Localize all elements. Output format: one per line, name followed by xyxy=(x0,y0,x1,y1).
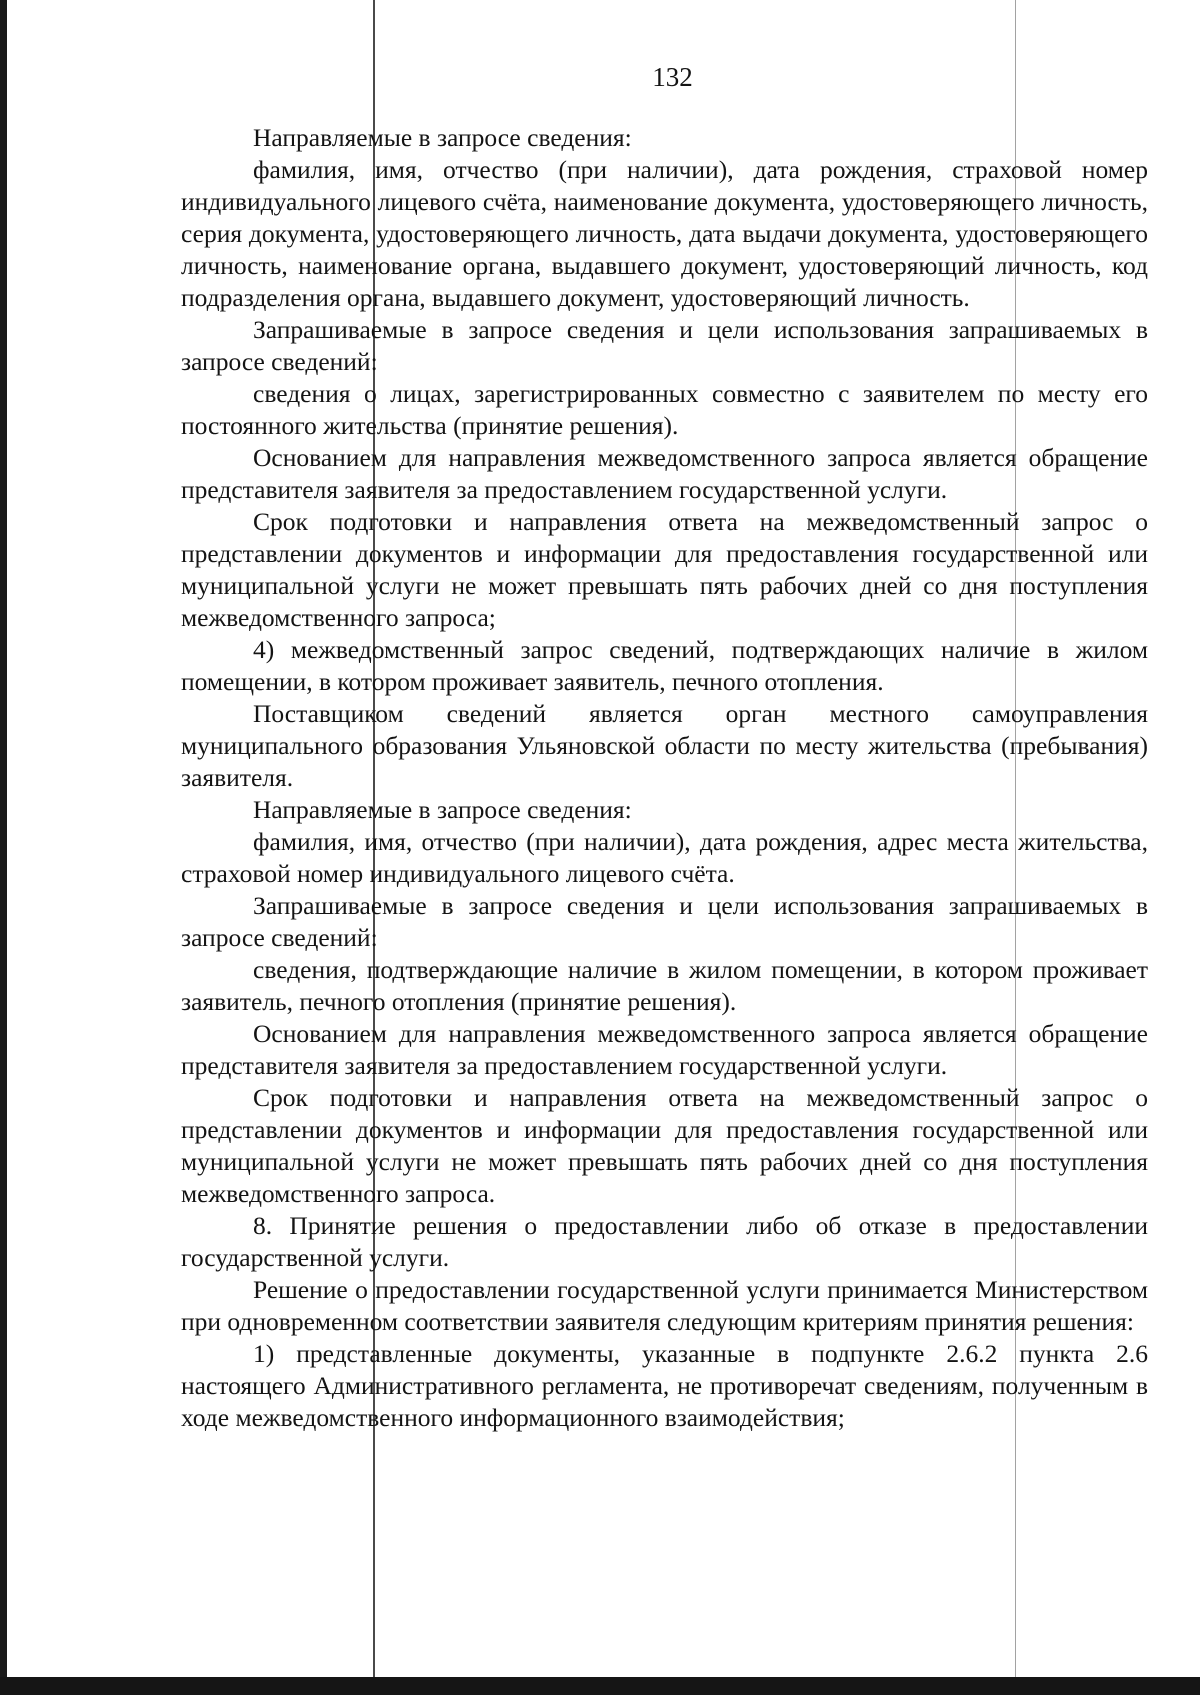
paragraph: 4) межведомственный запрос сведений, подтверждающих наличие в жилом помещении, в котором проживает заявитель, печного отопления. xyxy=(181,635,1148,696)
paragraph: Основанием для направления межведомственного запроса является обращение представителя заявителя за предоставлением государственной услуги. xyxy=(181,443,1148,504)
paragraph: сведения о лицах, зарегистрированных совместно с заявителем по месту его постоянного жительства (принятие решения). xyxy=(181,379,1148,440)
paragraph: фамилия, имя, отчество (при наличии), дата рождения, страховой номер индивидуального лицевого счёта, наименование документа, удостоверяющего личность, серия документа, удостоверяющего личность, дата выдачи документа, удостоверяющего личность, наименование органа, выдавшего документ, удостоверяющий личность, код подразделения органа, выдавшего документ, удостоверяющий личность. xyxy=(181,155,1148,312)
paragraph: Направляемые в запросе сведения: xyxy=(253,123,632,152)
paragraph: Направляемые в запросе сведения: xyxy=(253,795,632,824)
paragraph: Решение о предоставлении государственной услуги принимается Министерством при одновременном соответствии заявителя следующим критериям принятия решения: xyxy=(181,1275,1148,1336)
document-body xyxy=(181,122,1148,1434)
paragraph: Запрашиваемые в запросе сведения и цели использования запрашиваемых в запросе сведений: xyxy=(181,315,1148,376)
paragraph: 1) представленные документы, указанные в подпункте 2.6.2 пункта 2.6 настоящего Административного регламента, не противоречат сведениям, полученным в ходе межведомственного информационного взаимодействия; xyxy=(181,1339,1148,1432)
paragraph: 8. Принятие решения о предоставлении либо об отказе в предоставлении государственной услуги. xyxy=(181,1211,1148,1272)
page-number: 132 xyxy=(652,62,693,92)
paragraph: Основанием для направления межведомственного запроса является обращение представителя заявителя за предоставлением государственной услуги. xyxy=(181,1019,1148,1080)
paragraph: Срок подготовки и направления ответа на межведомственный запрос о представлении документов и информации для предоставления государственной или муниципальной услуги не может превышать пять рабочих дней со дня поступления межведомственного запроса; xyxy=(181,507,1148,632)
paragraph: Поставщиком сведений является орган местного самоуправления муниципального образования Ульяновской области по месту жительства (пребывания) заявителя. xyxy=(181,699,1148,792)
paragraph: Запрашиваемые в запросе сведения и цели использования запрашиваемых в запросе сведений: xyxy=(181,891,1148,952)
paragraph: Срок подготовки и направления ответа на межведомственный запрос о представлении документов и информации для предоставления государственной или муниципальной услуги не может превышать пять рабочих дней со дня поступления межведомственного запроса. xyxy=(181,1083,1148,1208)
scan-border-bottom xyxy=(0,1677,1200,1695)
paragraph: сведения, подтверждающие наличие в жилом помещении, в котором проживает заявитель, печного отопления (принятие решения). xyxy=(181,955,1148,1016)
paragraph: фамилия, имя, отчество (при наличии), дата рождения, адрес места жительства, страховой номер индивидуального лицевого счёта. xyxy=(181,827,1148,888)
scan-border-left xyxy=(0,0,7,1695)
